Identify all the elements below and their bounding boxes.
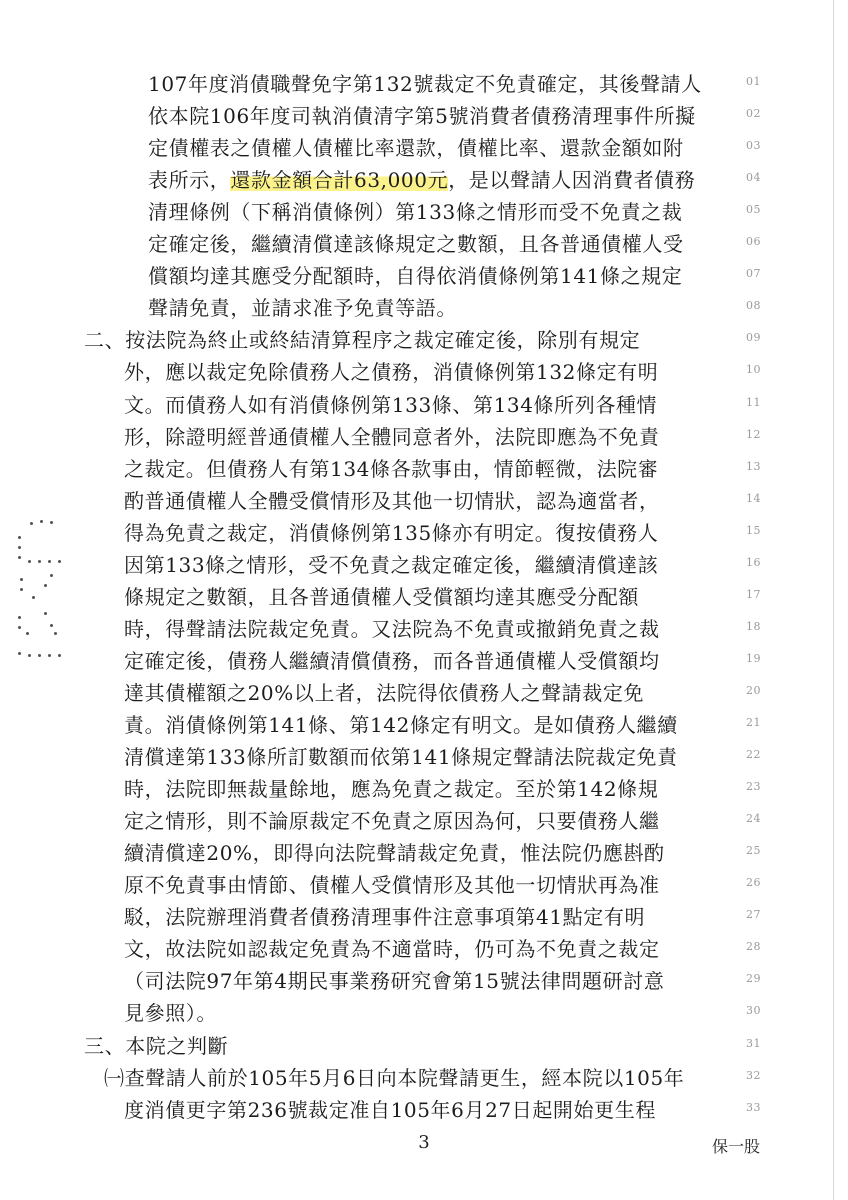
line-number: 06 bbox=[746, 235, 761, 249]
line-text bbox=[124, 998, 217, 1028]
line-text bbox=[104, 1063, 684, 1093]
binding-dot bbox=[50, 521, 53, 524]
line-number: 12 bbox=[746, 427, 761, 441]
binding-dot bbox=[50, 574, 53, 577]
line-number: 20 bbox=[746, 683, 761, 697]
line-number: 15 bbox=[746, 523, 761, 537]
text-segment: 駁，法院辦理消費者債務清理事件注意事項第41點定有明 bbox=[124, 905, 646, 930]
line-text bbox=[124, 646, 660, 676]
line-number: 30 bbox=[746, 1004, 761, 1018]
text-line bbox=[0, 646, 848, 676]
text-segment: 定確定後，債務人繼續清償債務，而各普通債權人受償額均 bbox=[124, 648, 660, 673]
binding-dot bbox=[38, 654, 41, 657]
text-segment: 條規定之數額，且各普通債權人受償額均達其應受分配額 bbox=[124, 584, 639, 609]
page-edge bbox=[833, 0, 834, 1200]
binding-dot bbox=[18, 546, 21, 549]
court-unit: 保一股 bbox=[712, 1137, 761, 1156]
text-line bbox=[0, 966, 848, 996]
binding-dot bbox=[18, 626, 21, 629]
text-segment: 三、本院之判斷 bbox=[84, 1033, 229, 1058]
line-number: 32 bbox=[746, 1068, 761, 1082]
line-number: 09 bbox=[746, 331, 761, 345]
text-line bbox=[0, 293, 848, 323]
binding-dot bbox=[26, 632, 29, 635]
binding-dot bbox=[28, 654, 31, 657]
line-text bbox=[124, 806, 660, 836]
line-text bbox=[124, 582, 639, 612]
line-number: 23 bbox=[746, 780, 761, 794]
line-text bbox=[124, 774, 658, 804]
binding-dot bbox=[18, 616, 21, 619]
binding-dot bbox=[48, 560, 51, 563]
line-number: 17 bbox=[746, 587, 761, 601]
text-line bbox=[0, 261, 848, 291]
text-segment: 清理條例（下稱消債條例）第133條之情形而受不免責之裁 bbox=[148, 200, 683, 225]
text-line bbox=[0, 550, 848, 580]
text-segment: 償額均達其應受分配額時，自得依消債條例第141條之規定 bbox=[148, 264, 683, 289]
line-text bbox=[148, 101, 696, 131]
line-text bbox=[124, 966, 664, 996]
text-line bbox=[0, 774, 848, 804]
text-segment: 時，法院即無裁量餘地，應為免責之裁定。至於第142條規 bbox=[124, 777, 659, 802]
line-number: 29 bbox=[746, 972, 761, 986]
line-number: 33 bbox=[746, 1100, 761, 1114]
text-line bbox=[0, 197, 848, 227]
text-segment: 酌普通債權人全體受償情形及其他一切情狀，認為適當者， bbox=[124, 488, 660, 513]
line-text bbox=[148, 293, 457, 323]
text-line bbox=[0, 422, 848, 452]
line-text bbox=[84, 325, 640, 355]
line-number: 13 bbox=[746, 459, 761, 473]
text-segment: 續清償達20%，即得向法院聲請裁定免責，惟法院仍應斟酌 bbox=[124, 841, 665, 866]
line-text bbox=[148, 165, 695, 195]
line-text bbox=[124, 1095, 656, 1125]
text-segment: ㈠查聲請人前於105年5月6日向本院聲請更生，經本院以105年 bbox=[104, 1065, 685, 1090]
line-number: 14 bbox=[746, 491, 761, 505]
text-line bbox=[0, 1063, 848, 1093]
binding-dot bbox=[20, 588, 23, 591]
text-segment: 二、按法院為終止或終結清算程序之裁定確定後，除別有規定 bbox=[84, 328, 641, 353]
line-text bbox=[124, 486, 660, 516]
line-number: 01 bbox=[746, 75, 761, 88]
line-text bbox=[124, 838, 665, 868]
binding-dot bbox=[28, 560, 31, 563]
line-number: 08 bbox=[746, 299, 761, 313]
line-text bbox=[84, 1031, 228, 1061]
text-line bbox=[0, 614, 848, 644]
text-line bbox=[0, 998, 848, 1028]
line-text bbox=[124, 934, 660, 964]
line-text bbox=[148, 229, 684, 259]
binding-dot bbox=[44, 612, 47, 615]
text-line bbox=[0, 934, 848, 964]
binding-dot bbox=[58, 654, 61, 657]
text-segment: 清償達第133條所訂數額而依第141條規定聲請法院裁定免責 bbox=[124, 745, 678, 770]
text-segment: 見參照）。 bbox=[124, 1001, 217, 1026]
binding-dot bbox=[20, 578, 23, 581]
line-number: 25 bbox=[746, 844, 761, 858]
text-segment: 文。而債務人如有消債條例第133條、第134條所列各種情 bbox=[124, 392, 658, 417]
text-segment: 時，得聲請法院裁定免責。又法院為不免責或撤銷免責之裁 bbox=[124, 616, 660, 641]
line-number: 24 bbox=[746, 812, 761, 826]
text-line bbox=[0, 486, 848, 516]
line-number: 18 bbox=[746, 619, 761, 633]
line-text bbox=[124, 870, 660, 900]
binding-dot bbox=[18, 652, 21, 655]
text-segment: 因第133條之情形，受不免責之裁定確定後，繼續清償達該 bbox=[124, 552, 659, 577]
text-segment: 原不免責事由情節、債權人受償情形及其他一切情狀再為准 bbox=[124, 873, 660, 898]
binding-dot bbox=[54, 632, 57, 635]
text-line bbox=[0, 229, 848, 259]
text-line bbox=[0, 1095, 848, 1125]
line-number: 02 bbox=[746, 107, 761, 121]
binding-dot bbox=[30, 522, 33, 525]
line-text bbox=[124, 710, 678, 740]
line-number: 07 bbox=[746, 267, 761, 281]
binding-dot bbox=[18, 556, 21, 559]
text-segment: 之裁定。但債務人有第134條各款事由，情節輕微，法院審 bbox=[124, 456, 659, 481]
binding-dot bbox=[18, 536, 21, 539]
binding-dot bbox=[50, 624, 53, 627]
text-segment: （司法院97年第4期民事業務研究會第15號法律問題研討意 bbox=[124, 969, 665, 994]
text-segment: 依本院106年度司執消債清字第5號消費者債務清理事件所擬 bbox=[148, 104, 696, 129]
line-number: 21 bbox=[746, 716, 761, 729]
line-number: 22 bbox=[746, 748, 761, 762]
text-line bbox=[0, 742, 848, 772]
text-line bbox=[0, 390, 848, 420]
line-number: 05 bbox=[746, 203, 761, 217]
text-line bbox=[0, 357, 848, 387]
line-text bbox=[124, 902, 645, 932]
text-segment: ，是以聲請人因消費者債務 bbox=[448, 168, 696, 193]
line-text bbox=[148, 133, 684, 163]
text-segment: 形，除證明經普通債權人全體同意者外，法院即應為不免責 bbox=[124, 424, 660, 449]
line-text bbox=[124, 390, 657, 420]
line-text bbox=[124, 454, 658, 484]
line-number: 11 bbox=[746, 395, 761, 409]
binding-dot bbox=[32, 596, 35, 599]
binding-dot bbox=[38, 560, 41, 563]
text-line bbox=[0, 902, 848, 932]
line-text bbox=[124, 742, 678, 772]
text-line bbox=[0, 678, 848, 708]
line-text bbox=[124, 678, 644, 708]
highlighted-text: 還款金額合計63,000元 bbox=[230, 168, 449, 193]
line-text bbox=[124, 518, 658, 548]
line-number: 27 bbox=[746, 908, 761, 922]
text-line bbox=[0, 582, 848, 612]
text-line bbox=[0, 518, 848, 548]
text-segment: 外，應以裁定免除債務人之債務，消債條例第132條定有明 bbox=[124, 360, 659, 385]
line-text bbox=[124, 357, 658, 387]
line-number: 16 bbox=[746, 555, 761, 569]
text-line bbox=[0, 325, 848, 355]
binding-dot bbox=[44, 584, 47, 587]
text-segment: 表所示， bbox=[148, 168, 231, 193]
text-segment: 度消債更字第236號裁定准自105年6月27日起開始更生程 bbox=[124, 1097, 656, 1122]
binding-dot bbox=[48, 654, 51, 657]
line-number: 03 bbox=[746, 139, 761, 153]
page-number: 3 bbox=[418, 1132, 430, 1153]
text-line bbox=[0, 870, 848, 900]
line-text bbox=[124, 422, 660, 452]
line-number: 04 bbox=[746, 171, 761, 185]
text-line bbox=[0, 133, 848, 163]
binding-dot bbox=[40, 520, 43, 523]
line-text bbox=[148, 197, 682, 227]
text-line bbox=[0, 454, 848, 484]
text-line bbox=[0, 806, 848, 836]
text-segment: 107年度消債職聲免字第132號裁定不免責確定，其後聲請人 bbox=[148, 72, 702, 96]
text-line bbox=[0, 838, 848, 868]
text-segment: 文，故法院如認裁定免責為不適當時，仍可為不免責之裁定 bbox=[124, 937, 660, 962]
text-line bbox=[0, 165, 848, 195]
line-number: 31 bbox=[746, 1036, 761, 1050]
text-line bbox=[0, 101, 848, 131]
line-number: 19 bbox=[746, 651, 761, 665]
text-line bbox=[0, 1031, 848, 1061]
text-line bbox=[0, 69, 848, 99]
line-text bbox=[148, 69, 702, 99]
line-text bbox=[124, 614, 660, 644]
line-number: 10 bbox=[746, 363, 761, 377]
text-segment: 得為免責之裁定，消債條例第135條亦有明定。復按債務人 bbox=[124, 520, 659, 545]
text-segment: 達其債權額之20%以上者，法院得依債務人之聲請裁定免 bbox=[124, 680, 645, 705]
text-segment: 定確定後，繼續清償達該條規定之數額，且各普通債權人受 bbox=[148, 232, 684, 257]
binding-dot bbox=[58, 560, 61, 563]
line-number: 28 bbox=[746, 940, 761, 954]
line-number: 26 bbox=[746, 876, 761, 890]
line-text bbox=[124, 550, 658, 580]
text-segment: 定之情形，則不論原裁定不免責之原因為何，只要債務人繼 bbox=[124, 809, 660, 834]
text-segment: 定債權表之債權人債權比率還款，債權比率、還款金額如附 bbox=[148, 136, 684, 161]
binding-holes bbox=[14, 520, 64, 660]
text-segment: 聲請免責，並請求准予免責等語。 bbox=[148, 296, 457, 321]
text-line bbox=[0, 710, 848, 740]
line-text bbox=[148, 261, 682, 291]
text-segment: 責。消債條例第141條、第142條定有明文。是如債務人繼續 bbox=[124, 713, 678, 737]
